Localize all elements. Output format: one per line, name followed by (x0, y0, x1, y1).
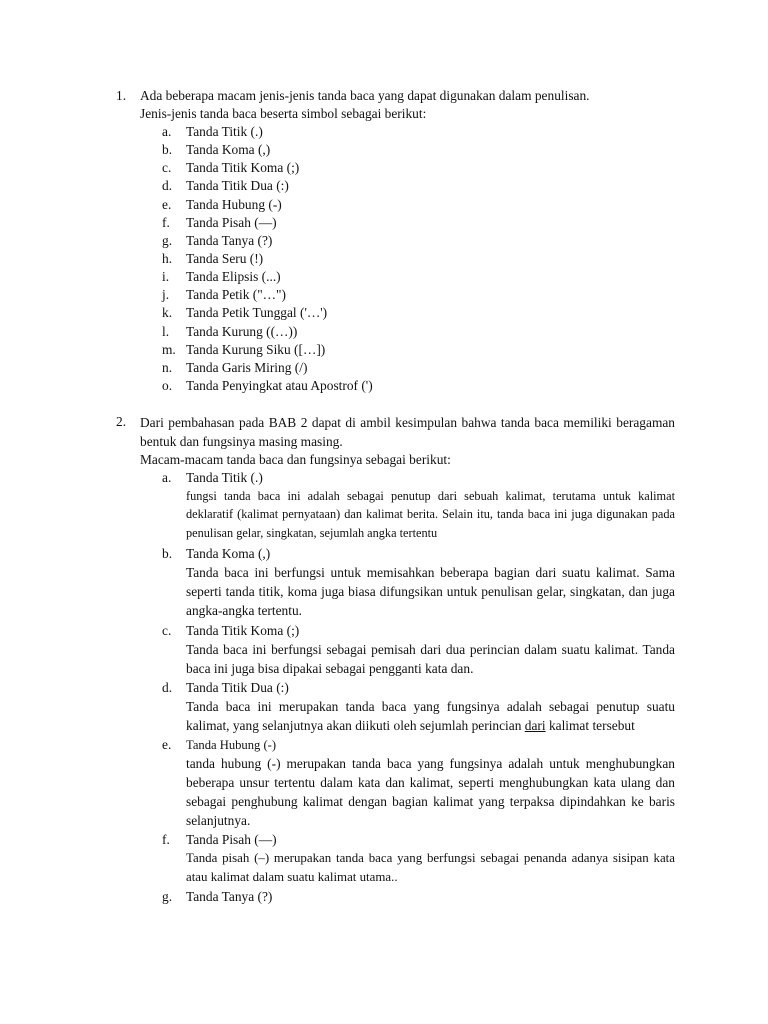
list-item: j. Tanda Petik ("…") (162, 287, 286, 303)
function-list (140, 469, 676, 906)
item-title: Tanda Titik Dua (:) (186, 680, 289, 696)
list-item: b. Tanda Koma (,) Tanda baca ini berfungsi untuk memisahkan beberapa bagian dari suatu kalimat. Sama seperti tanda titik, koma juga biasa difungsikan untuk penulisan gelar, singkatan, dan juga angka-angka tertentu. (162, 546, 675, 619)
list-item: c. Tanda Titik Koma (;) Tanda baca ini berfungsi sebagai pemisah dari dua perincian dalam suatu kalimat. Tanda baca ini juga bisa dipakai sebagai pengganti kata dan. (162, 623, 675, 677)
list-item: d. Tanda Titik Dua (:) Tanda baca ini merupakan tanda baca yang fungsinya adalah sebagai penutup suatu kalimat, yang selanjutnya akan diikuti oleh sejumlah perincian dari kalimat tersebut (162, 680, 675, 734)
item-title: Tanda Pisah (—) (186, 832, 277, 848)
list-item: f. Tanda Pisah (—) Tanda pisah (–) merupakan tanda baca yang berfungsi sebagai penanda adanya sisipan kata atau kalimat dalam suatu kalimat utama.. (140, 831, 676, 887)
list-item: g. Tanda Tanya (?) (162, 889, 273, 905)
list-item: l. Tanda Kurung ((…)) (162, 323, 298, 339)
intro-line: Macam-macam tanda baca dan fungsinya sebagai berikut: (140, 452, 451, 467)
item-title: Tanda Tanya (?) (186, 889, 273, 905)
item-description: fungsi tanda baca ini adalah sebagai penutup dari sebuah kalimat, terutama untuk kalimat deklaratif (kalimat pernyataan) dan kalimat berita. Selain itu, tanda baca ini juga digunakan pada penulisan gelar, singkatan, sejumlah angka tertentu (186, 489, 675, 540)
list-item: a. Tanda Titik (.) (162, 124, 263, 139)
item-description: Tanda baca ini berfungsi untuk memisahkan beberapa bagian dari suatu kalimat. Sama seperti tanda titik, koma juga biasa difungsikan untuk penulisan gelar, singkatan, dan juga angka-angka tertentu. (186, 565, 675, 619)
item-title: Tanda Titik (.) (186, 470, 263, 485)
item-description: Tanda baca ini merupakan tanda baca yang fungsinya adalah sebagai penutup suatu kalimat, yang selanjutnya akan diikuti oleh sejumlah perincian dari kalimat tersebut (186, 699, 675, 734)
intro-line: Ada beberapa macam jenis-jenis tanda baca yang dapat digunakan dalam penulisan. (140, 88, 590, 103)
list-item: f. Tanda Pisah (—) (162, 214, 277, 230)
item-body (140, 87, 676, 395)
list-item: b. Tanda Koma (,) (162, 142, 271, 158)
intro-paragraph: Dari pembahasan pada BAB 2 dapat di ambil kesimpulan bahwa tanda baca memiliki beragaman bentuk dan fungsinya masing masing. (140, 415, 675, 449)
item-title: Tanda Titik Koma (;) (186, 623, 300, 639)
punctuation-list (140, 123, 676, 395)
list-item: e. Tanda Hubung (-) (162, 196, 282, 212)
list-item: o. Tanda Penyingkat atau Apostrof (') (162, 377, 373, 393)
item-description: Tanda baca ini berfungsi sebagai pemisah dari dua perincian dalam suatu kalimat. Tanda baca ini juga bisa dipakai sebagai pengganti kata dan. (186, 642, 675, 677)
list-item: i. Tanda Elipsis (...) (162, 269, 281, 285)
item-title: Tanda Hubung (-) (186, 738, 277, 753)
item-number: 2. (116, 414, 127, 429)
item-description: tanda hubung (-) merupakan tanda baca yang fungsinya adalah untuk menghubungkan beberapa unsur tertentu dalam kata dan kalimat, seperti menghubungkan kata ulang dan sebagai penghubung kalimat dengan bagian kalimat yang terpaksa dipindahkan ke baris selanjutnya. (186, 756, 675, 829)
item-body (140, 413, 676, 906)
item-number: 1. (116, 88, 127, 103)
intro-line: Jenis-jenis tanda baca beserta simbol sebagai berikut: (140, 106, 427, 121)
list-item: a. Tanda Titik (.) fungsi tanda baca ini adalah sebagai penutup dari sebuah kalimat, terutama untuk kalimat deklaratif (kalimat pernyataan) dan kalimat berita. Selain itu, tanda baca ini juga digunakan pada penulisan gelar, singkatan, sejumlah angka tertentu (140, 469, 676, 542)
item-description: Tanda pisah (–) merupakan tanda baca yang berfungsi sebagai penanda adanya sisipan kata atau kalimat dalam suatu kalimat utama.. (186, 851, 675, 885)
list-item: k. Tanda Petik Tunggal ('…') (162, 305, 328, 321)
list-item: h. Tanda Seru (!) (162, 250, 264, 266)
list-item: m. Tanda Kurung Siku ([…]) (162, 341, 326, 357)
list-item: c. Tanda Titik Koma (;) (162, 160, 300, 176)
item-title: Tanda Koma (,) (186, 546, 271, 562)
list-item: n. Tanda Garis Miring (/) (162, 359, 308, 375)
list-item: g. Tanda Tanya (?) (162, 232, 273, 248)
list-item: d. Tanda Titik Dua (:) (162, 178, 289, 194)
list-item: e. Tanda Hubung (-) tanda hubung (-) merupakan tanda baca yang fungsinya adalah untuk menghubungkan beberapa unsur tertentu dalam kata dan kalimat, seperti menghubungkan kata ulang dan sebagai penghubung kalimat dengan bagian kalimat yang terpaksa dipindahkan ke baris selanjutnya. (162, 737, 675, 829)
